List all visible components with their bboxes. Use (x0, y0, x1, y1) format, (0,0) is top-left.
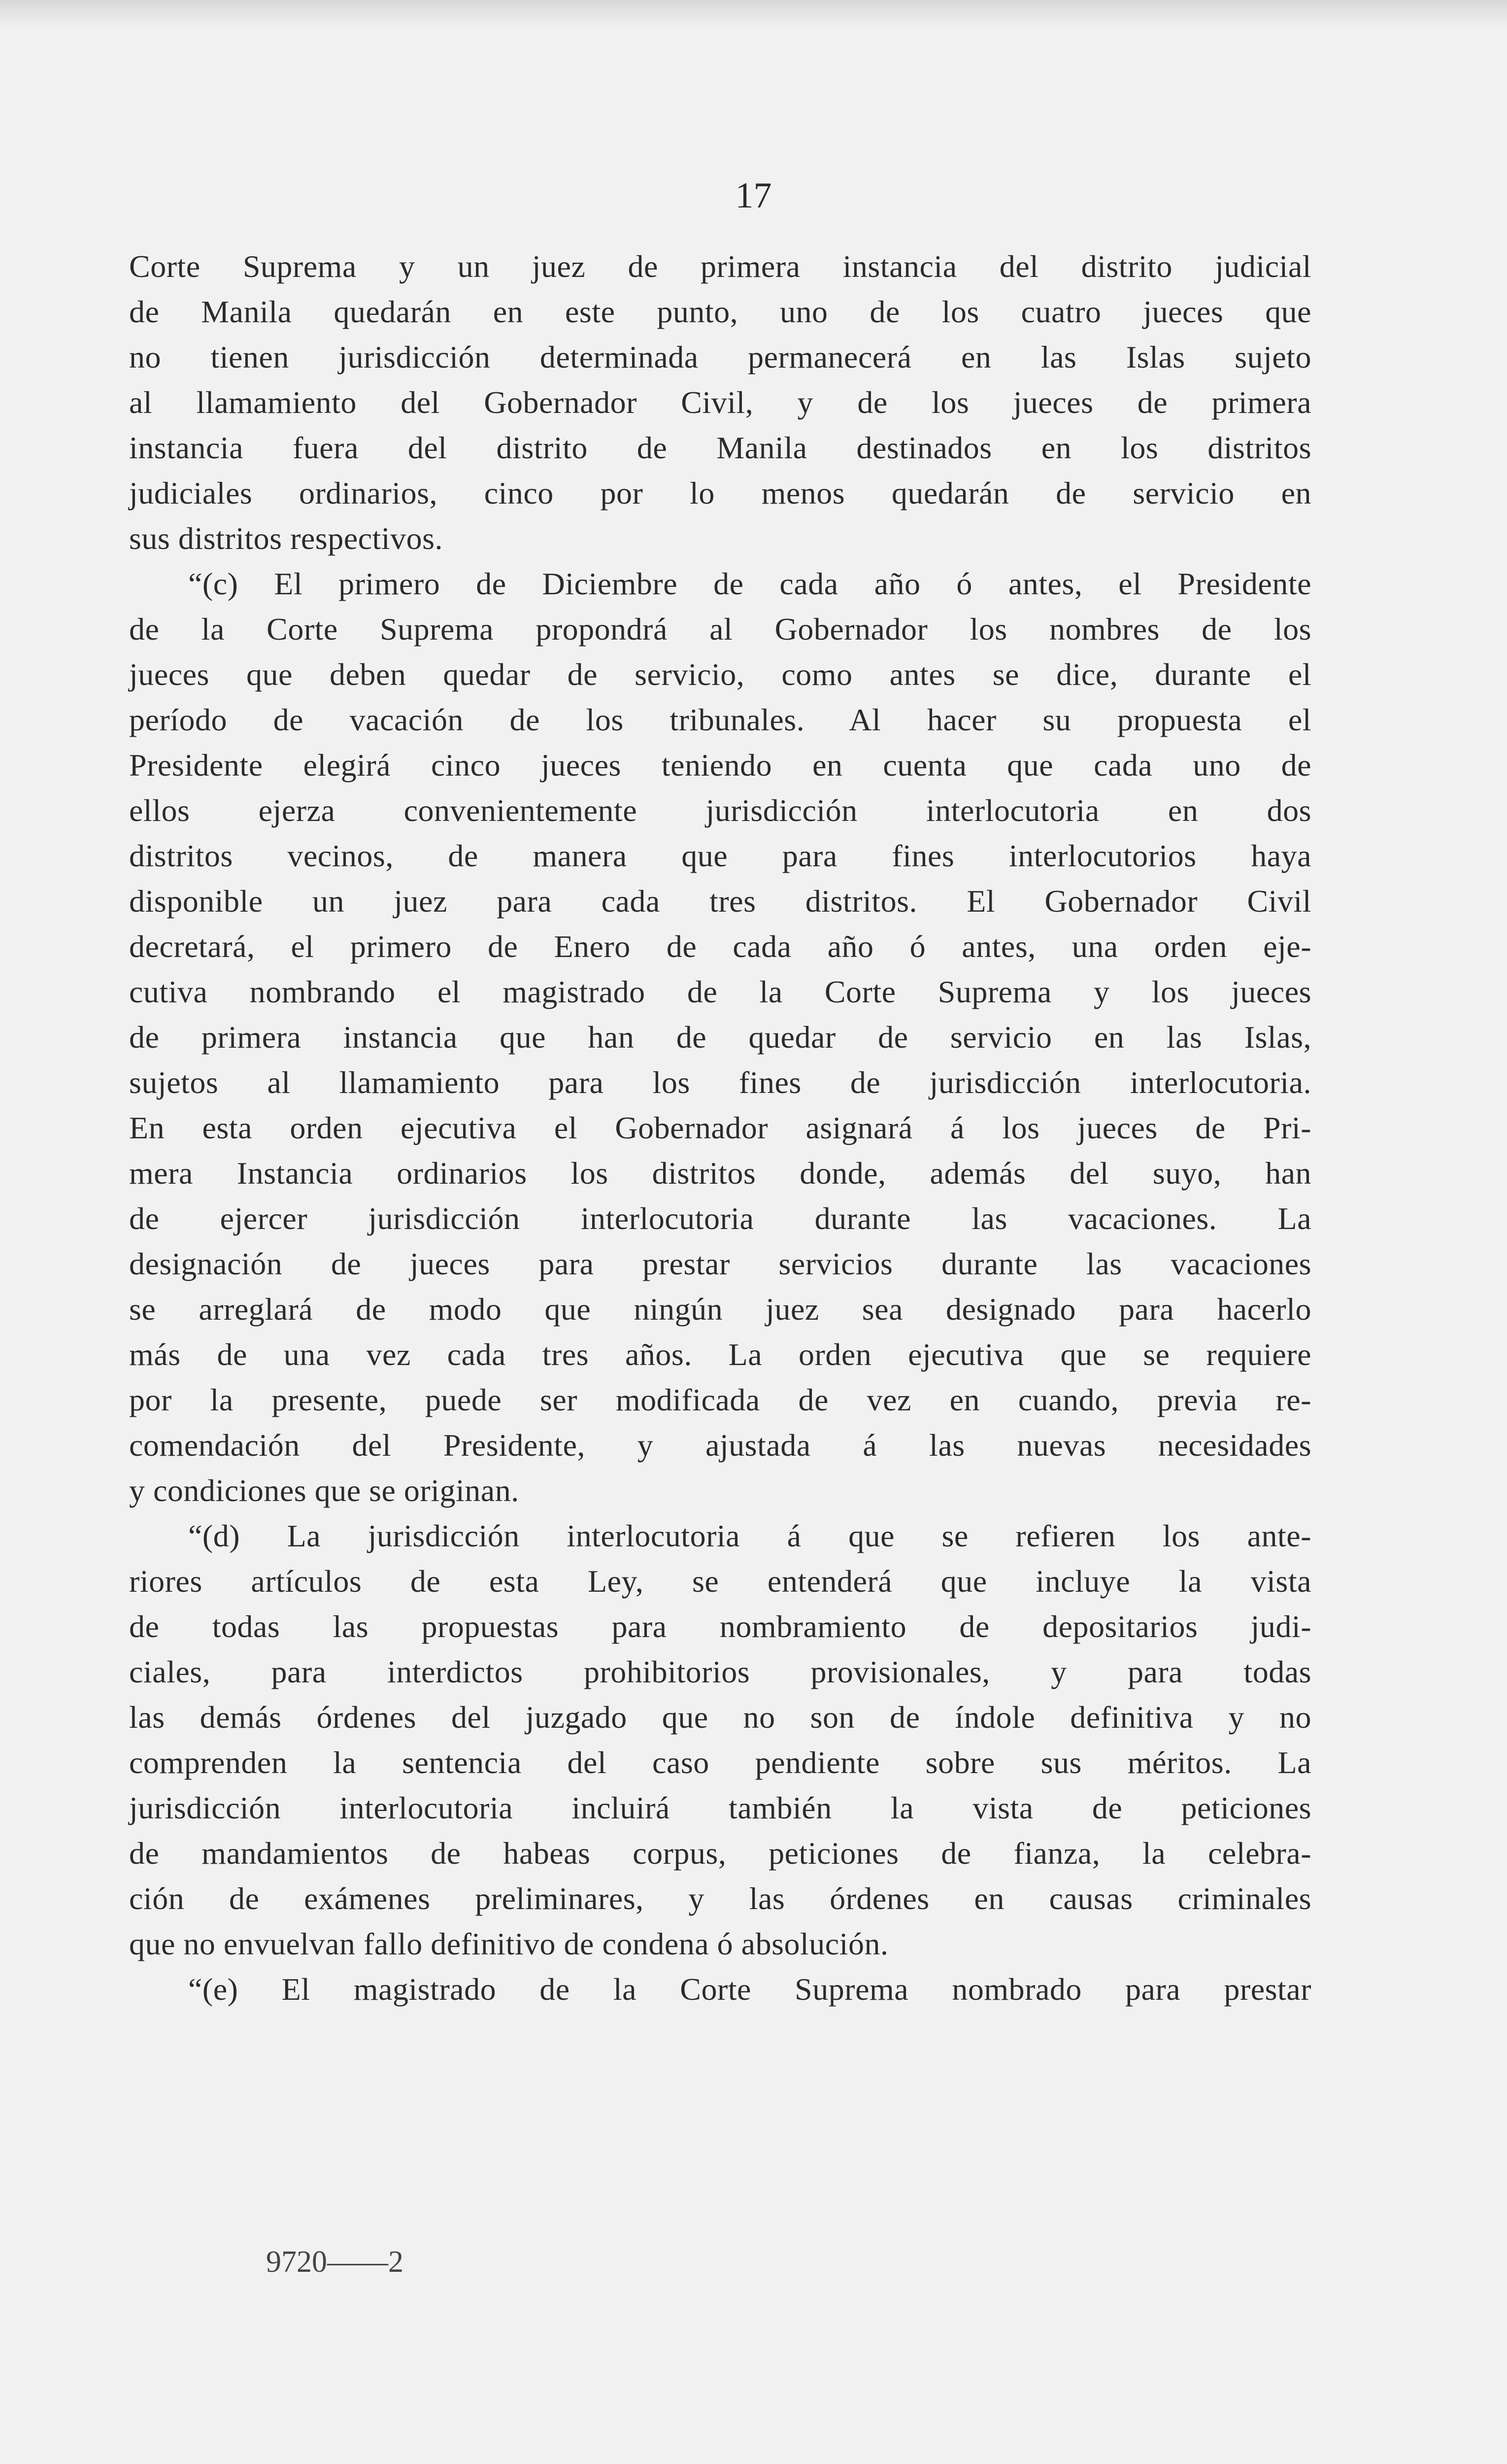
text-line: de Manila quedarán en este punto, uno de los cuatro jueces que (129, 294, 1311, 329)
text-line: al llamamiento del Gobernador Civil, y de los jueces de primera (129, 385, 1311, 420)
text-line: las demás órdenes del juzgado que no son de índole definitiva y no (129, 1700, 1311, 1735)
text-line: ciales, para interdictos prohibitorios provisionales, y para todas (129, 1654, 1311, 1689)
text-line: designación de jueces para prestar servicios durante las vacaciones (129, 1246, 1311, 1281)
text-line: cutiva nombrando el magistrado de la Corte Suprema y los jueces (129, 974, 1311, 1009)
text-line: instancia fuera del distrito de Manila destinados en los distritos (129, 430, 1311, 465)
page-edge-shadow (0, 0, 1507, 30)
text-line: de primera instancia que han de quedar de servicio en las Islas, (129, 1020, 1311, 1055)
text-line: En esta orden ejecutiva el Gobernador asignará á los jueces de Pri- (129, 1110, 1311, 1145)
text-line: distritos vecinos, de manera que para fines interlocutorios haya (129, 838, 1311, 873)
text-line: disponible un juez para cada tres distritos. El Gobernador Civil (129, 884, 1311, 919)
text-line: de todas las propuestas para nombramiento de depositarios judi- (129, 1609, 1311, 1644)
text-line: por la presente, puede ser modificada de vez en cuando, previa re- (129, 1382, 1311, 1417)
text-line: “(e) El magistrado de la Corte Suprema nombrado para prestar (188, 1972, 1311, 2007)
body-text (129, 244, 1311, 2012)
text-line: comprenden la sentencia del caso pendiente sobre sus méritos. La (129, 1745, 1311, 1780)
text-line: jurisdicción interlocutoria incluirá también la vista de peticiones (129, 1790, 1311, 1825)
text-line: no tienen jurisdicción determinada permanecerá en las Islas sujeto (129, 340, 1311, 375)
text-line: y condiciones que se originan. (129, 1473, 519, 1508)
text-line: se arreglará de modo que ningún juez sea designado para hacerlo (129, 1292, 1311, 1327)
text-line: jueces que deben quedar de servicio, como antes se dice, durante el (129, 657, 1311, 692)
text-line: sus distritos respectivos. (129, 521, 443, 556)
text-line: que no envuelvan fallo definitivo de condena ó absolución. (129, 1926, 889, 1961)
page-number: 17 (735, 175, 772, 216)
text-line: “(c) El primero de Diciembre de cada año ó antes, el Presidente (188, 566, 1311, 601)
text-line: mera Instancia ordinarios los distritos donde, además del suyo, han (129, 1156, 1311, 1191)
text-line: ción de exámenes preliminares, y las órdenes en causas criminales (129, 1881, 1311, 1916)
text-line: de ejercer jurisdicción interlocutoria durante las vacaciones. La (129, 1201, 1311, 1236)
text-line: “(d) La jurisdicción interlocutoria á que se refieren los ante- (188, 1518, 1311, 1553)
text-line: Corte Suprema y un juez de primera instancia del distrito judicial (129, 249, 1311, 284)
text-line: sujetos al llamamiento para los fines de jurisdicción interlocutoria. (129, 1065, 1311, 1100)
text-line: Presidente elegirá cinco jueces teniendo en cuenta que cada uno de (129, 748, 1311, 783)
text-line: período de vacación de los tribunales. Al hacer su propuesta el (129, 702, 1311, 737)
text-line: decretará, el primero de Enero de cada año ó antes, una orden eje- (129, 929, 1311, 964)
text-line: ellos ejerza convenientemente jurisdicción interlocutoria en dos (129, 793, 1311, 828)
text-line: de mandamientos de habeas corpus, peticiones de fianza, la celebra- (129, 1836, 1311, 1871)
text-line: riores artículos de esta Ley, se entenderá que incluye la vista (129, 1564, 1311, 1599)
text-line: de la Corte Suprema propondrá al Gobernador los nombres de los (129, 612, 1311, 647)
text-line: comendación del Presidente, y ajustada á las nuevas necesidades (129, 1428, 1311, 1463)
text-line: judiciales ordinarios, cinco por lo menos quedarán de servicio en (129, 476, 1311, 511)
text-line: más de una vez cada tres años. La orden ejecutiva que se requiere (129, 1337, 1311, 1372)
printer-signature: 9720——2 (266, 2245, 403, 2279)
